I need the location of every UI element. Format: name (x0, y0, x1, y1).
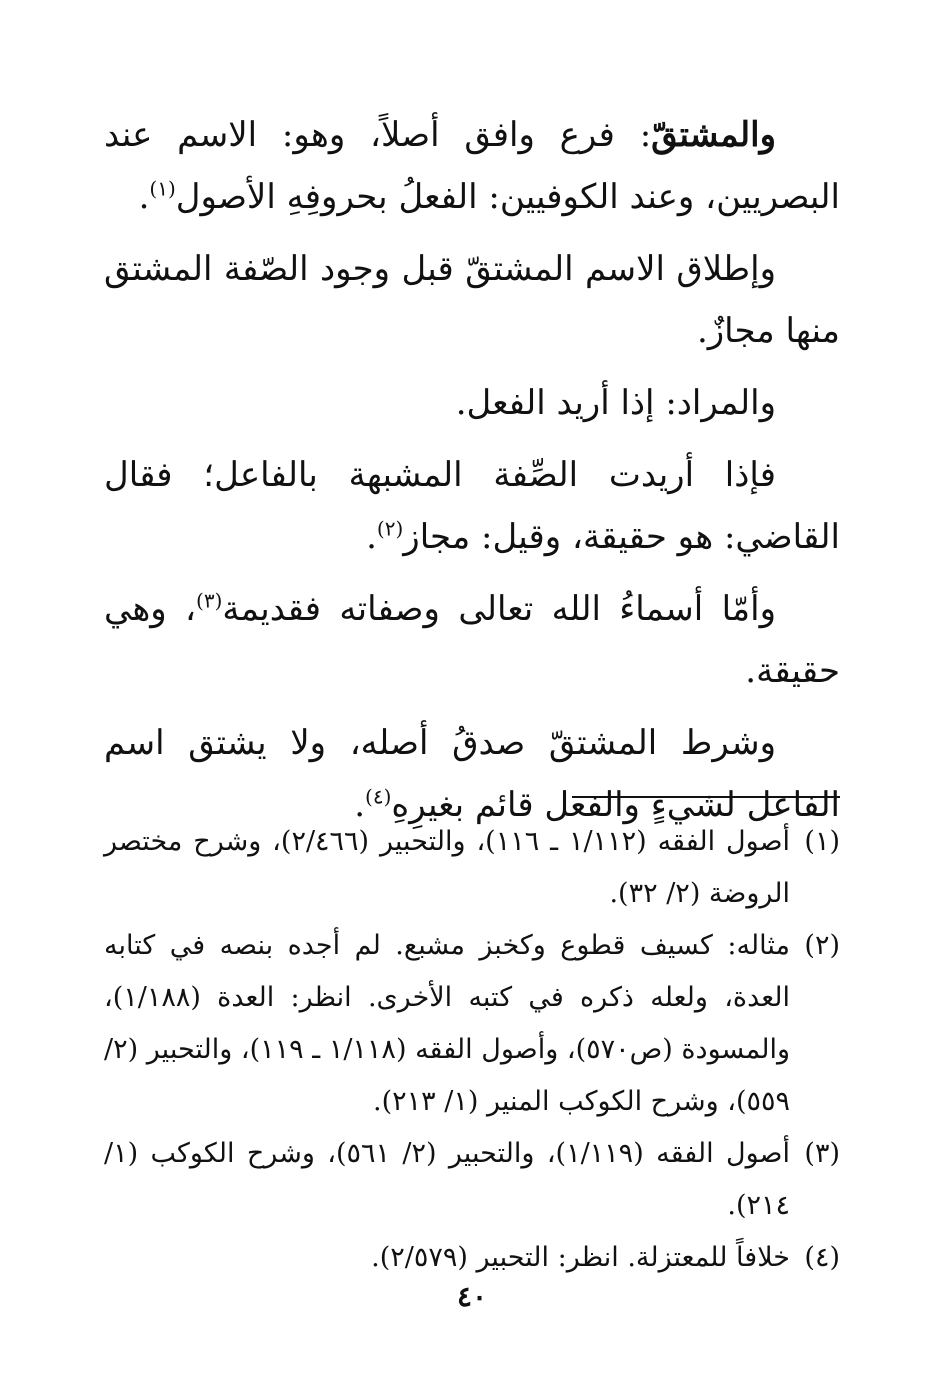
paragraph-shart: وشرط المشتقّ صدقُ أصله، ولا يشتق اسم الفاعل لشيءٍ والفعل قائم بغيرِهِ$^{(٤)}$. (104, 723, 840, 825)
footnote-number: (٣) (804, 1138, 840, 1169)
footnote-2 (104, 920, 840, 1128)
paragraph-murad (104, 372, 840, 434)
book-page (104, 104, 840, 1354)
footnote-ref-1[interactable]: (١) (149, 176, 176, 201)
footnote-text: مثاله: كسيف قطوع وكخبز مشبع. لم أجده بنصه في كتابه العدة، ولعله ذكره في كتبه الأخرى. انظر: العدة (١/١٨٨)، والمسودة (ص٥٧٠)، وأصول الفقه (١/١١٨ ـ ١١٩)، والتحبير (٢/ ٥٥٩)، وشرح الكوكب المنير (١/ ٢١٣). (104, 930, 790, 1117)
footnote-number: (٤) (804, 1242, 840, 1273)
footnote-1 (104, 816, 840, 920)
footnote-ref-3[interactable]: (٣) (196, 588, 223, 613)
footnote-3 (104, 1128, 840, 1232)
paragraph-majaz (104, 238, 840, 362)
footnote-ref-2[interactable]: (٢) (376, 516, 404, 541)
paragraph-text: وأمّا أسماءُ الله تعالى وصفاته فقديمة (222, 589, 777, 629)
footnote-ref-4[interactable]: (٤) (365, 784, 392, 809)
paragraph-text: فإذا أريدت الصِّفة المشبهة بالفاعل؛ فقال القاضي: هو حقيقة، وقيل: مجاز (104, 455, 840, 557)
paragraph-sifa: فإذا أريدت الصِّفة المشبهة بالفاعل؛ فقال القاضي: هو حقيقة، وقيل: مجاز$^{(٢)}$. (104, 455, 840, 557)
paragraph-text: والمراد: إذا أريد الفعل. (455, 383, 776, 423)
footnote-4 (104, 1232, 840, 1284)
footnote-separator (572, 796, 840, 798)
footnote-number: (٢) (804, 930, 840, 961)
paragraph-definition: والمشتقّ: فرع وافق أصلاً، وهو: الاسم عند البصريين، وعند الكوفيين: الفعلُ بحروفِهِ الأصول$^{(١)}$. (104, 115, 840, 217)
paragraph-asma: وأمّا أسماءُ الله تعالى وصفاته فقديمة$^{(٣)}$، وهي حقيقة. (104, 588, 840, 691)
footnote-text: خلافاً للمعتزلة. انظر: التحبير (٢/٥٧٩). (371, 1242, 790, 1273)
footnote-number: (١) (804, 826, 840, 857)
paragraph-text: وإطلاق الاسم المشتقّ قبل وجود الصّفة المشتق منها مجازٌ. (104, 249, 840, 351)
paragraph-text: وشرط المشتقّ صدقُ أصله، ولا يشتق اسم الفاعل لشيءٍ والفعل قائم بغيرِهِ (104, 723, 840, 825)
footnote-text: أصول الفقه (١/١١٢ ـ ١١٦)، والتحبير (٢/٤٦٦)، وشرح مختصر الروضة (٢/ ٣٢). (104, 826, 791, 909)
footnotes-section (104, 816, 840, 1284)
paragraph-text: : فرع وافق أصلاً، وهو: الاسم عند البصريين، وعند الكوفيين: الفعلُ بحروفِهِ الأصول (104, 115, 840, 217)
page-number: ٤٠ (456, 1280, 488, 1313)
footnote-text: أصول الفقه (١/١١٩)، والتحبير (٢/ ٥٦١)، وشرح الكوكب (١/ ٢١٤). (104, 1138, 790, 1221)
term-mushtaq: والمشتقّ (651, 115, 776, 155)
